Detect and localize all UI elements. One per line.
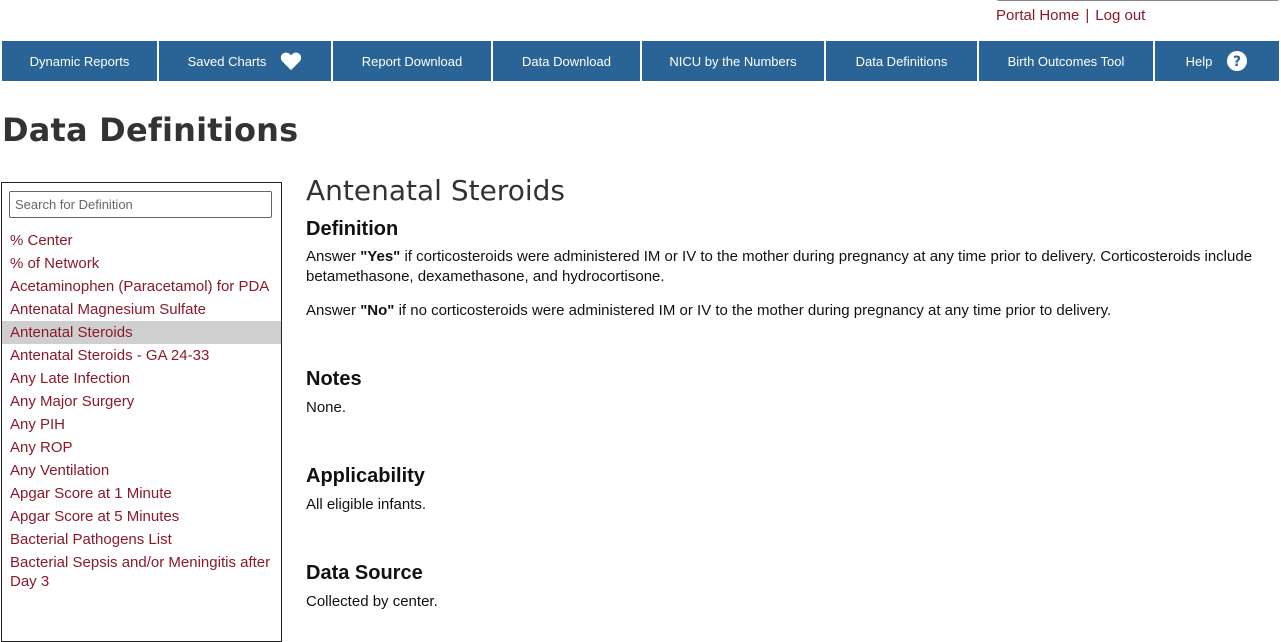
nav-saved-charts[interactable] <box>159 41 331 81</box>
definition-list <box>2 229 281 593</box>
definition-list-item[interactable]: % of Network <box>10 255 100 272</box>
definition-list-item[interactable]: Acetaminophen (Paracetamol) for PDA <box>10 278 270 295</box>
data-source-text: Collected by center. <box>306 593 438 610</box>
definition-list-item[interactable]: Bacterial Pathogens List <box>10 531 172 548</box>
definition-heading: Definition <box>306 218 399 240</box>
nav-label: Birth Outcomes Tool <box>1007 53 1125 69</box>
applicability-text: All eligible infants. <box>306 496 427 513</box>
nav-label: Help <box>1185 53 1213 69</box>
definition-list-item[interactable]: Apgar Score at 1 Minute <box>10 485 172 502</box>
header-search-box[interactable] <box>996 0 1280 1</box>
definition-list-item[interactable]: Any PIH <box>10 416 66 433</box>
definition-list-item[interactable]: Antenatal Steroids <box>2 321 281 344</box>
nav-label: Dynamic Reports <box>29 53 130 69</box>
nav-label: Saved Charts <box>187 53 267 69</box>
definition-list-item[interactable]: Any Late Infection <box>10 370 131 387</box>
nav-data-definitions[interactable] <box>826 41 977 81</box>
definition-paragraph-no: Answer "No" if no corticosteroids were administered IM or IV to the mother during pregnancy at any time prior to delivery. <box>306 302 1112 319</box>
definition-paragraph-yes: Answer "Yes" if corticosteroids were administered IM or IV to the mother during pregnancy at any time prior to delivery. Corticosteroids include betamethasone, dexamethasone, and hydrocortisone. <box>306 248 1253 285</box>
page-title: Data Definitions <box>2 111 299 149</box>
nav-label: Report Download <box>361 53 463 69</box>
main-nav <box>2 41 1279 81</box>
definition-list-item[interactable]: Any ROP <box>10 439 73 456</box>
nav-label: NICU by the Numbers <box>669 53 797 69</box>
data-source-heading: Data Source <box>306 562 423 584</box>
help-circle-icon <box>1226 50 1248 72</box>
definition-title: Antenatal Steroids <box>306 174 565 207</box>
header-links <box>996 7 1145 24</box>
definition-list-item[interactable]: Antenatal Magnesium Sulfate <box>10 301 206 318</box>
nav-data-download[interactable] <box>493 41 640 81</box>
notes-text: None. <box>306 399 347 416</box>
definition-list-item[interactable]: Apgar Score at 5 Minutes <box>10 508 180 525</box>
definitions-sidebar <box>1 182 282 642</box>
definition-list-item[interactable]: Bacterial Sepsis and/or Meningitis after Day 3 <box>10 554 271 590</box>
nav-birth-outcomes-tool[interactable] <box>979 41 1153 81</box>
definition-search-input[interactable] <box>9 191 272 218</box>
definition-list-item[interactable]: % Center <box>10 232 73 249</box>
nav-label: Data Download <box>522 53 611 69</box>
log-out-link[interactable]: Log out <box>1095 7 1146 24</box>
svg-text:?: ? <box>1233 54 1242 70</box>
nav-label: Data Definitions <box>855 53 948 69</box>
applicability-heading: Applicability <box>306 465 425 487</box>
nav-help[interactable] <box>1155 41 1279 81</box>
definition-list-item[interactable]: Antenatal Steroids - GA 24-33 <box>10 347 210 364</box>
definition-list-item[interactable]: Any Major Surgery <box>10 393 135 410</box>
header-separator: | <box>1085 7 1090 24</box>
definition-list-item[interactable]: Any Ventilation <box>10 462 110 479</box>
nav-dynamic-reports[interactable] <box>2 41 157 81</box>
notes-heading: Notes <box>306 368 362 390</box>
nav-nicu-by-the-numbers[interactable] <box>642 41 824 81</box>
portal-home-link[interactable]: Portal Home <box>996 7 1080 24</box>
nav-report-download[interactable] <box>333 41 491 81</box>
definition-content <box>306 174 1266 612</box>
heart-icon <box>280 51 302 71</box>
